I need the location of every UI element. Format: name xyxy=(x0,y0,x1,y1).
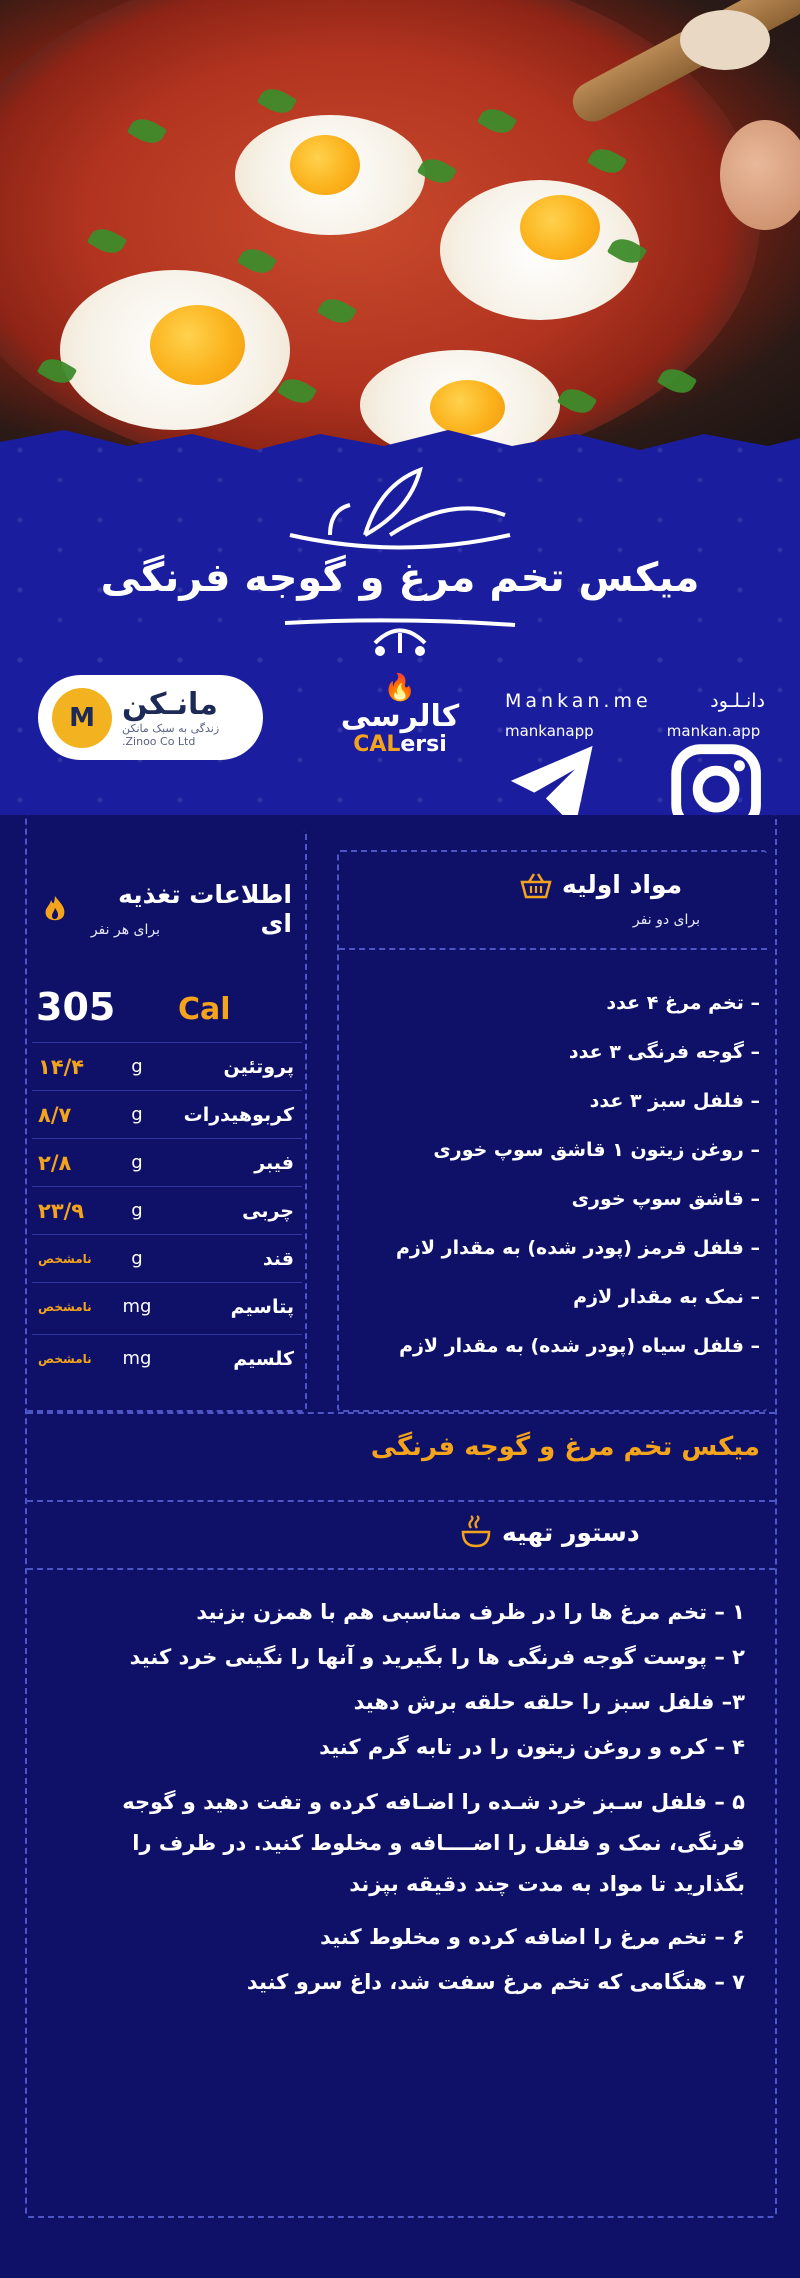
telegram-link[interactable]: mankanapp xyxy=(505,722,598,842)
ingredient-item: – روغن زیتون ۱ قاشق سوپ خوری xyxy=(433,1139,760,1161)
ingredient-item: – فلفل سبز ۳ عدد xyxy=(589,1090,760,1112)
download-label: دانـلـود xyxy=(710,690,765,712)
recipe-step: ۲ – پوست گوجه فرنگی ها را بگیرید و آنها را نگینی خرد کنید xyxy=(129,1645,745,1669)
calersi-logo[interactable] xyxy=(340,675,460,755)
ingredient-item: – گوجه فرنگی ۳ عدد xyxy=(568,1041,760,1063)
nutrition-row: کربوهیدرات g ۸/۷ xyxy=(32,1090,302,1138)
page-title: میکس تخم مرغ و گوجه فرنگی xyxy=(100,555,700,601)
brand-company: Zinoo Co Ltd. xyxy=(122,735,196,748)
cooking-pot-icon xyxy=(460,1515,492,1549)
ingredient-item: – نمک به مقدار لازم xyxy=(573,1286,760,1308)
recipe-title: میکس تخم مرغ و گوجه فرنگی xyxy=(370,1432,760,1462)
instagram-link[interactable]: mankan.app xyxy=(667,722,765,842)
ingredient-item: – قاشق سوپ خوری xyxy=(571,1188,760,1210)
nutrition-subtitle: برای هر نفر xyxy=(90,922,160,938)
recipe-step: ۴ – کره و روغن زیتون را در تابه گرم کنید xyxy=(319,1735,745,1759)
flame-icon xyxy=(42,894,68,924)
calorie-value: 305 xyxy=(36,985,116,1029)
divider xyxy=(27,1568,775,1570)
recipe-step: ۶ – تخم مرغ را اضافه کرده و مخلوط کنید xyxy=(320,1925,745,1949)
recipe-step: ۱ – تخم مرغ ها را در ظرف مناسبی هم با همزن بزنید xyxy=(196,1600,745,1624)
ingredients-card xyxy=(337,850,767,1412)
recipe-step: ۵ – فلفل سـبز خرد شـده را اضـافه کرده و تفت دهید و گوجه فرنگی، نمک و فلفل را اضــــافه و مخلوط کنید. در ظرف را بگذارید تا مواد به مدت چند دقیقه بپزند xyxy=(122,1790,745,1896)
calersi-en-name: CALersi xyxy=(353,732,447,757)
nutrition-row: کلسیم mg نامشخص xyxy=(32,1334,302,1382)
ingredients-title: مواد اولیه xyxy=(520,870,750,899)
brand-name: مانـکن xyxy=(122,687,218,722)
leaf-bowl-decoration-icon xyxy=(270,465,530,555)
flame-icon: 🔥 xyxy=(383,673,417,703)
divider xyxy=(27,1500,775,1502)
underline-decoration-icon xyxy=(280,615,520,660)
mankan-ruler-icon: M xyxy=(52,688,112,748)
hero-food-photo xyxy=(0,0,800,450)
recipe-step: ۳– فلفل سبز را حلقه حلقه برش دهید xyxy=(353,1690,745,1714)
nutrition-row: قند g نامشخص xyxy=(32,1234,302,1282)
nutrition-row: فیبر g ۲/۸ xyxy=(32,1138,302,1186)
ingredient-item: – فلفل سیاه (پودر شده) به مقدار لازم xyxy=(399,1335,760,1357)
divider xyxy=(27,1412,775,1414)
steps-title: دستور تهیه xyxy=(460,1515,750,1549)
calorie-unit: Cal xyxy=(178,992,231,1027)
ingredient-item: – فلفل قرمز (پودر شده) به مقدار لازم xyxy=(396,1237,760,1259)
recipe-step: ۷ – هنگامی که تخم مرغ سفت شد، داغ سرو کنید xyxy=(246,1970,745,1994)
ingredients-subtitle: برای دو نفر xyxy=(632,912,700,928)
brand-slogan: زندگی به سبک مانکن xyxy=(122,722,220,735)
mankan-logo[interactable] xyxy=(38,675,263,760)
nutrition-row: چربی g ۲۳/۹ xyxy=(32,1186,302,1234)
divider xyxy=(339,948,767,950)
basket-icon xyxy=(520,871,552,899)
nutrition-row: پتاسیم mg نامشخص xyxy=(32,1282,302,1330)
ingredient-item: – تخم مرغ ۴ عدد xyxy=(606,992,760,1014)
download-site-link[interactable]: Mankan.me xyxy=(505,690,652,712)
nutrition-row: پروتئین g ۱۴/۴ xyxy=(32,1042,302,1090)
calersi-fa-name: کالرسی xyxy=(340,699,460,734)
nutrition-title: اطلاعات تغذیه ای xyxy=(42,880,292,938)
